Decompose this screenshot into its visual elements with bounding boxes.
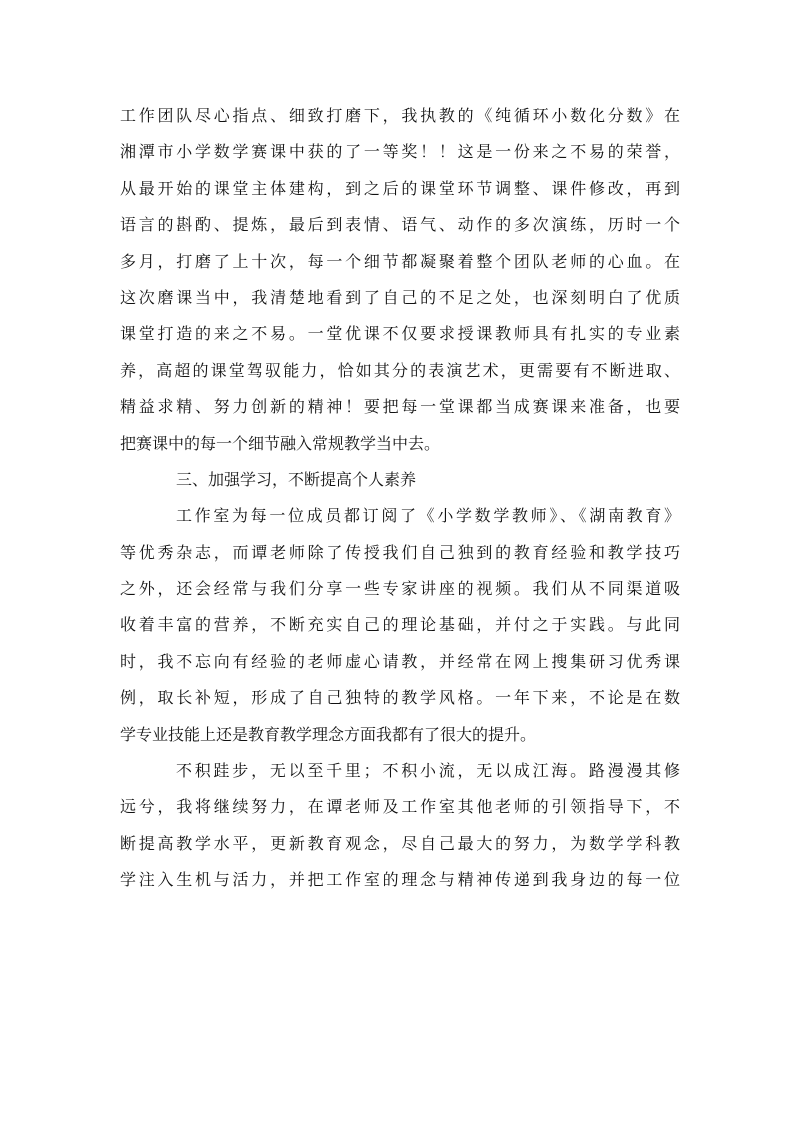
text-line: 把赛课中的每一个细节融入常规教学当中去。 xyxy=(120,433,441,453)
text-line: 养，高超的课堂驾驭能力，恰如其分的表演艺术，更需要有不断进取、 xyxy=(120,360,680,380)
text-line: 学注入生机与活力，并把工作室的理念与精神传递到我身边的每一位 xyxy=(120,870,680,890)
text-line: 收着丰富的营养，不断充实自己的理论基础，并付之于实践。与此同 xyxy=(120,615,680,635)
text-line: 工作室为每一位成员都订阅了《小学数学教师》、《湖南教育》 xyxy=(176,506,680,526)
text-line: 时，我不忘向有经验的老师虚心请教，并经常在网上搜集研习优秀课 xyxy=(120,651,680,671)
text-line: 湘潭市小学数学赛课中获的了一等奖！！这是一份来之不易的荣誉， xyxy=(120,142,680,162)
text-line: 远兮，我将继续努力，在谭老师及工作室其他老师的引领指导下，不 xyxy=(120,797,680,817)
text-line: 多月，打磨了上十次，每一个细节都凝聚着整个团队老师的心血。在 xyxy=(120,251,680,271)
document-body xyxy=(120,98,680,899)
text-line: 断提高教学水平，更新教育观念，尽自己最大的努力，为数学学科教 xyxy=(120,833,680,853)
text-line: 从最开始的课堂主体建构，到之后的课堂环节调整、课件修改，再到 xyxy=(120,178,680,198)
section-heading: 三、加强学习，不断提高个人素养 xyxy=(176,469,417,489)
text-line: 之外，还会经常与我们分享一些专家讲座的视频。我们从不同渠道吸 xyxy=(120,579,680,599)
text-line: 等优秀杂志，而谭老师除了传授我们自己独到的教育经验和教学技巧 xyxy=(120,542,680,562)
text-line: 学专业技能上还是教育教学理念方面我都有了很大的提升。 xyxy=(120,724,537,744)
text-line: 课堂打造的来之不易。一堂优课不仅要求授课教师具有扎实的专业素 xyxy=(120,324,680,344)
text-line: 例，取长补短，形成了自己独特的教学风格。一年下来，不论是在数 xyxy=(120,688,680,708)
text-line: 这次磨课当中，我清楚地看到了自己的不足之处，也深刻明白了优质 xyxy=(120,287,680,307)
paragraph-2 xyxy=(120,498,680,753)
paragraph-1 xyxy=(120,98,680,462)
text-line: 语言的斟酌、提炼，最后到表情、语气、动作的多次演练，历时一个 xyxy=(120,215,680,235)
text-line: 不积跬步，无以至千里；不积小流，无以成江海。路漫漫其修 xyxy=(176,761,680,781)
text-line: 精益求精、努力创新的精神！要把每一堂课都当成赛课来准备，也要 xyxy=(120,397,680,417)
text-line: 工作团队尽心指点、细致打磨下，我执教的《纯循环小数化分数》在 xyxy=(120,106,680,125)
paragraph-3 xyxy=(120,753,680,899)
